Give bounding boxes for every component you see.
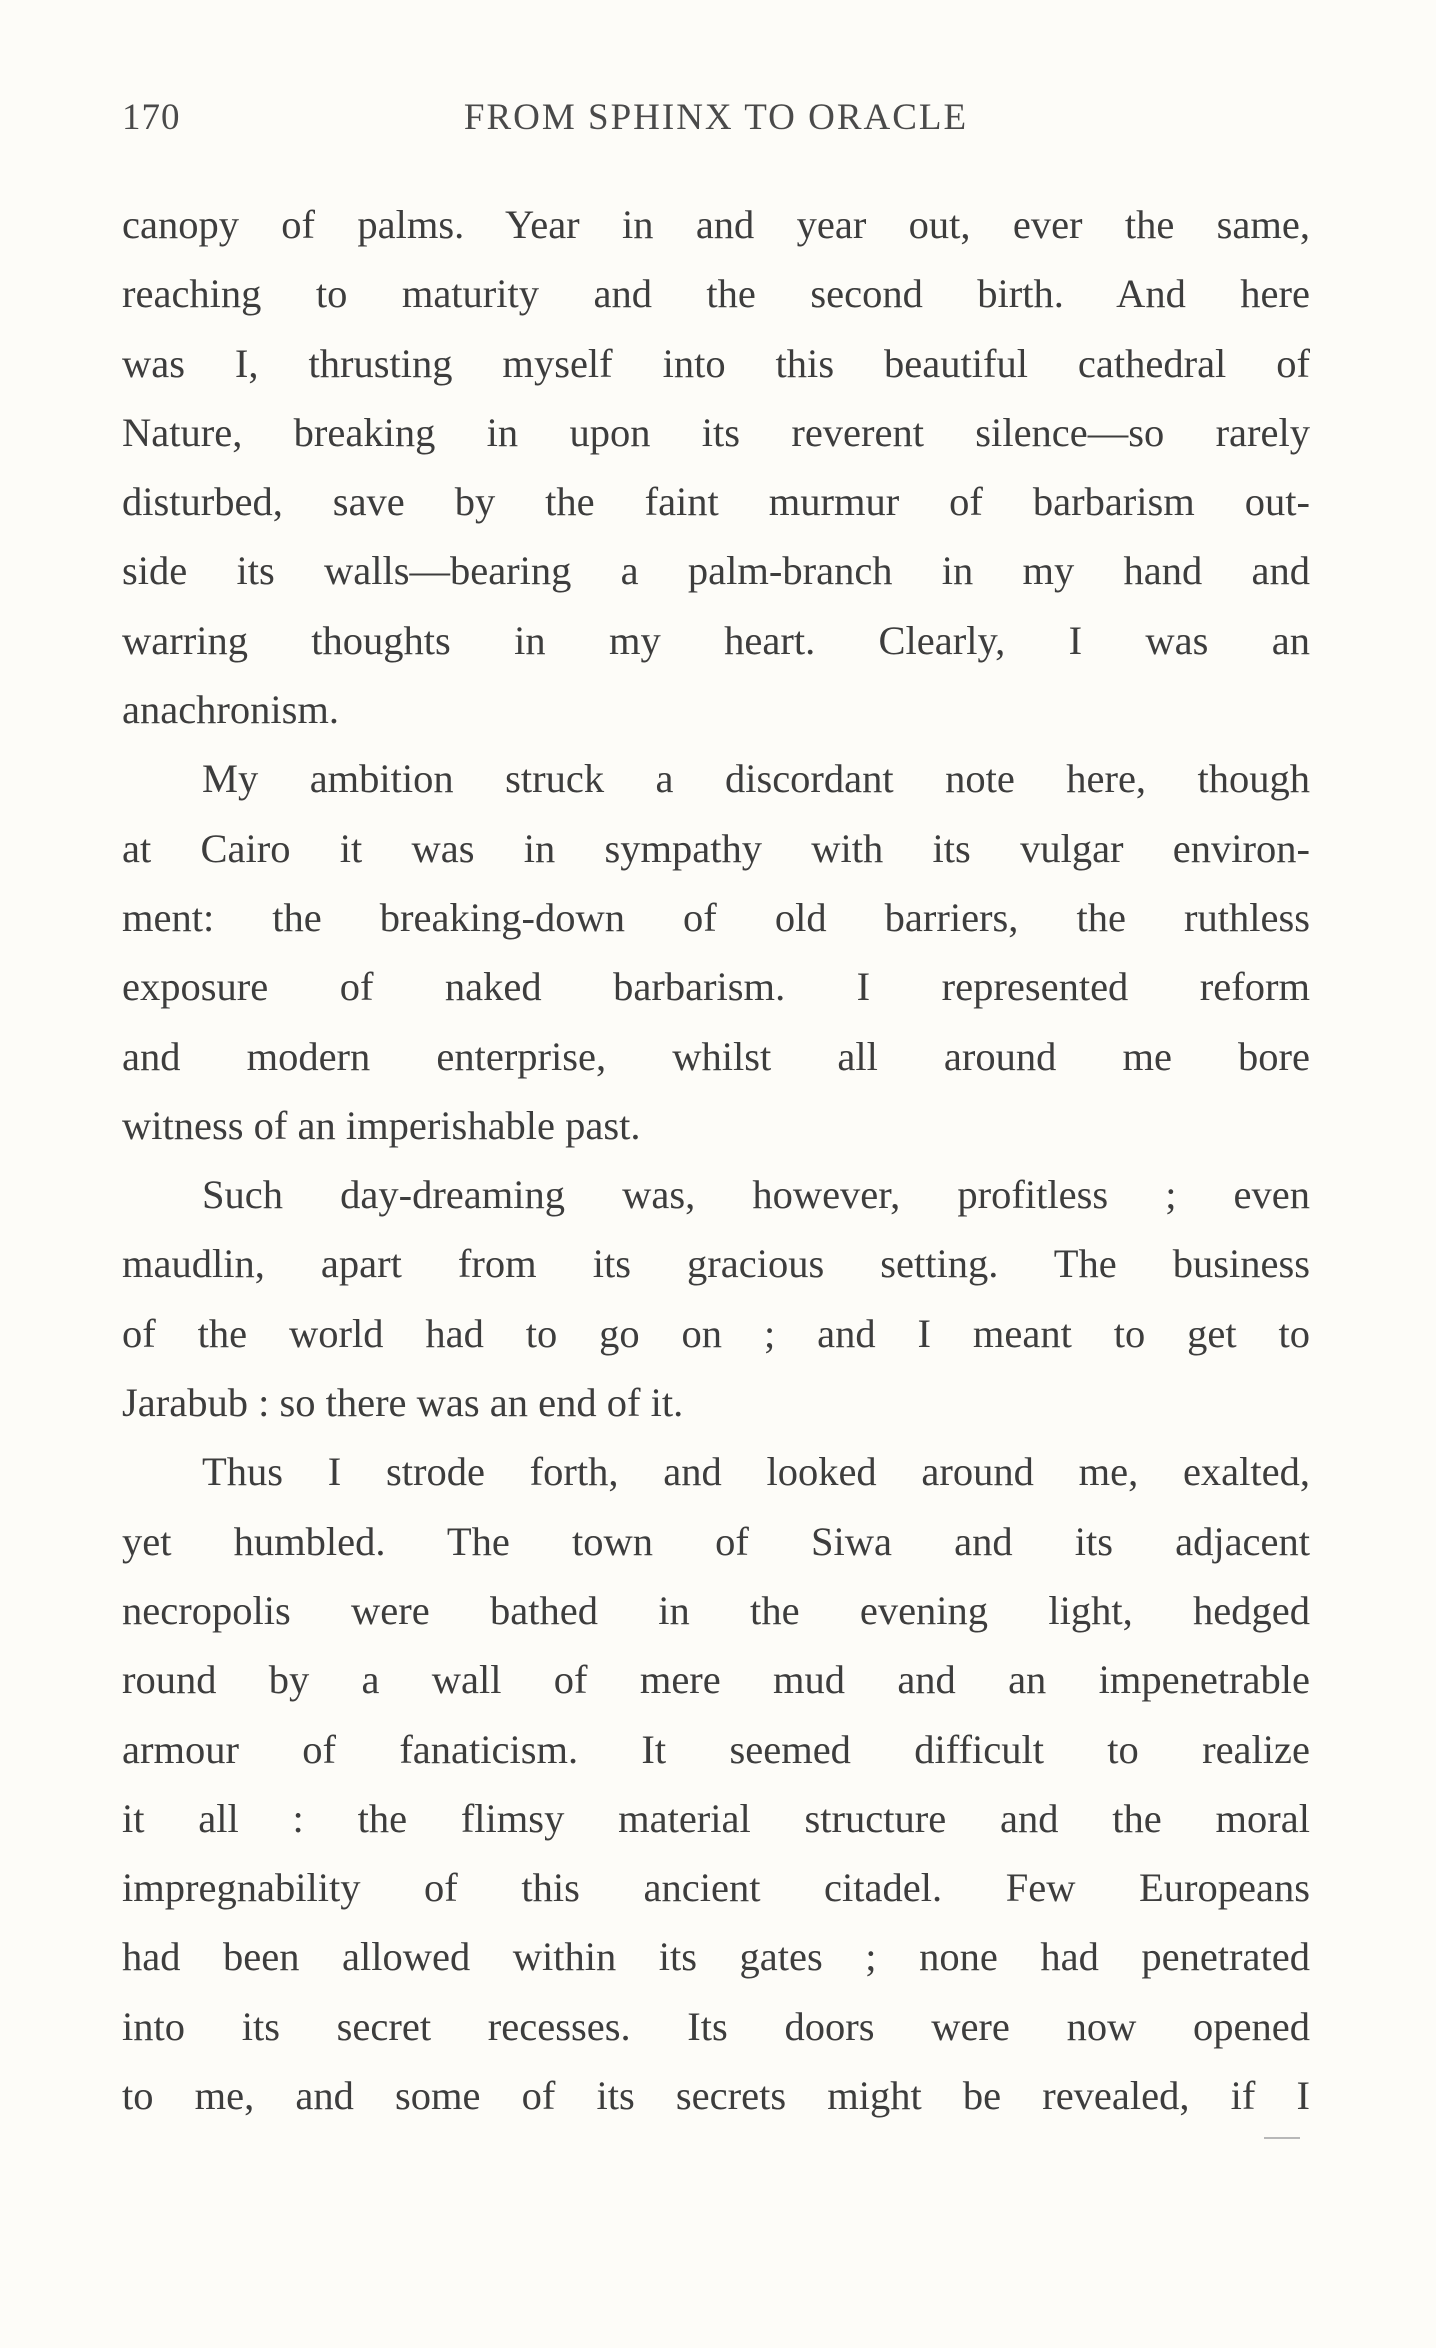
text-line: warring thoughts in my heart. Clearly, I was an — [122, 617, 1310, 663]
text-line: maudlin, apart from its gracious setting. The business — [122, 1241, 1310, 1287]
paragraph — [122, 744, 1310, 1160]
text-line: impregnability of this ancient citadel. Few Europeans — [122, 1865, 1310, 1911]
text-line: exposure of naked barbarism. I represented reform — [122, 964, 1310, 1010]
catchword-mark — [1264, 2137, 1300, 2139]
text-line: at Cairo it was in sympathy with its vulgar environ- — [122, 825, 1310, 871]
text-line: reaching to maturity and the second birth. And here — [122, 271, 1310, 317]
text-line: and modern enterprise, whilst all around me bore — [122, 1033, 1310, 1079]
text-line: it all : the flimsy material structure and the moral — [122, 1795, 1310, 1841]
text-line: Such day-dreaming was, however, profitless ; even — [202, 1172, 1310, 1218]
text-line: My ambition struck a discordant note here, though — [202, 756, 1310, 802]
paragraph — [122, 190, 1310, 744]
text-line: necropolis were bathed in the evening light, hedged — [122, 1587, 1310, 1633]
text-line: side its walls—bearing a palm-branch in my hand and — [122, 548, 1310, 594]
text-line: to me, and some of its secrets might be revealed, if I — [122, 2073, 1310, 2119]
text-line: Thus I strode forth, and looked around me, exalted, — [202, 1449, 1310, 1495]
text-line: round by a wall of mere mud and an impenetrable — [122, 1657, 1310, 1703]
text-line: witness of an imperishable past. — [122, 1102, 641, 1148]
text-line: of the world had to go on ; and I meant to get to — [122, 1310, 1310, 1356]
text-line: had been allowed within its gates ; none had penetrated — [122, 1934, 1310, 1980]
body-text — [122, 190, 1310, 2130]
text-line: Nature, breaking in upon its reverent silence—so rarely — [122, 409, 1310, 455]
paragraph — [122, 1437, 1310, 2130]
page-number: 170 — [122, 97, 181, 138]
text-line: ment: the breaking-down of old barriers, the ruthless — [122, 894, 1310, 940]
text-line: yet humbled. The town of Siwa and its adjacent — [122, 1518, 1310, 1564]
book-title: FROM SPHINX TO ORACLE — [463, 97, 969, 138]
paragraph — [122, 1160, 1310, 1437]
text-line: canopy of palms. Year in and year out, ever the same, — [122, 202, 1310, 247]
text-line: armour of fanaticism. It seemed difficult to realize — [122, 1726, 1310, 1772]
text-line: disturbed, save by the faint murmur of barbarism out- — [122, 479, 1310, 525]
running-head — [122, 96, 1310, 146]
text-line: was I, thrusting myself into this beautiful cathedral of — [122, 340, 1310, 386]
text-line: Jarabub : so there was an end of it. — [122, 1380, 684, 1426]
text-line: into its secret recesses. Its doors were now opened — [122, 2003, 1310, 2049]
text-line: anachronism. — [122, 687, 340, 733]
